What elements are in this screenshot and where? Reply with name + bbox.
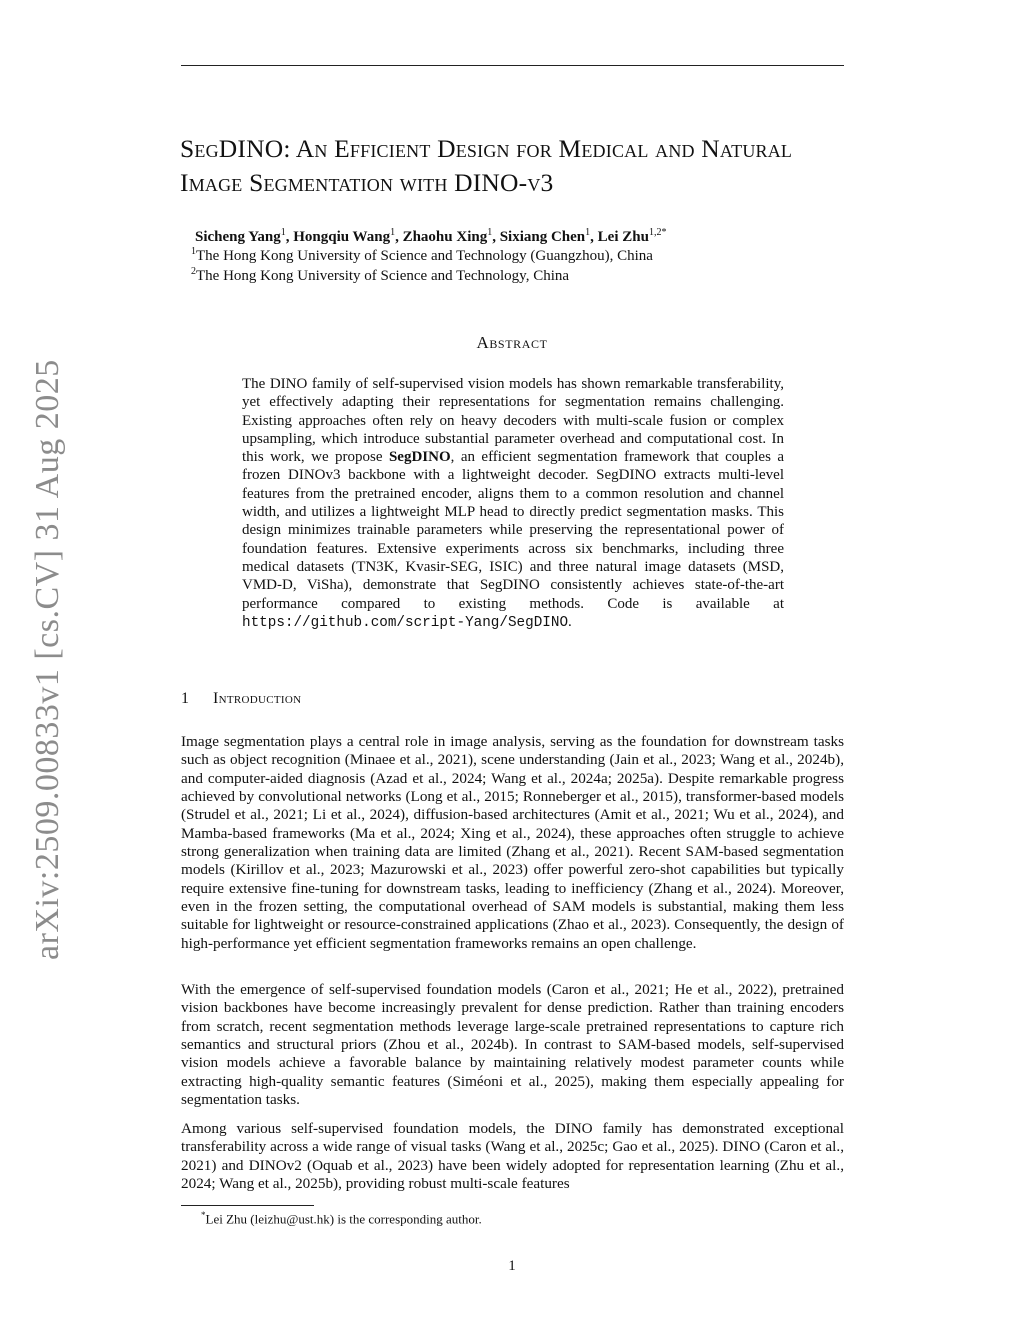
author: Zhaohu Xing$^1$ [402,227,493,245]
code-link[interactable]: https://github.com/script-Yang/SegDINO [242,614,569,631]
arxiv-identifier[interactable]: arXiv:2509.00833v1 [cs.CV] 31 Aug 2025 [29,359,66,960]
top-rule [181,65,844,66]
author: Lei Zhu$^{1,2*}$ [597,227,667,245]
section-heading [181,690,301,708]
body-paragraph: Among various self-supervised foundation models, the DINO family has demonstrated exceptional transferability across a wide range of visual tasks (Wang et al., 2025c; Gao et al., 2025). DINO (Caron et al., 2021) and DINOv2 (Oquab et al., 2023) have been widely adopted for representation learning (Zhu et al., 2024; Wang et al., 2025b), providing robust multi-scale features [181,1120,844,1193]
affiliation: $^2$The Hong Kong University of Science and Technology, China [191,266,570,284]
paper-title: SegDINO: An Efficient Design for Medical and Natural Image Segmentation with DINO-v3 [180,134,793,197]
affiliation: $^1$The Hong Kong University of Science and Technology (Guangzhou), China [191,246,653,264]
section-title: Introduction [213,690,302,707]
footnote: *Lei Zhu (leizhu@ust.hk) is the corresponding author. [201,1210,482,1227]
body-paragraph: Image segmentation plays a central role in image analysis, serving as the foundation for downstream tasks such as object recognition (Minaee et al., 2021), scene understanding (Jain et al., 2023; Wang et al., 2024b), and computer-aided diagnosis (Azad et al., 2024; Wang et al., 2024a; 2025a). Despite remarkable progress achieved by convolutional networks (Long et al., 2015; Ronneberger et al., 2015), transformer-based models (Strudel et al., 2021; Li et al., 2024), diffusion-based architectures (Amit et al., 2021; Wu et al., 2024), and Mamba-based frameworks (Ma et al., 2024; Xing et al., 2024), these approaches often struggle to achieve strong generalization when training data are limited (Zhang et al., 2021). Recent SAM-based segmentation models (Kirillov et al., 2023; Mazurowski et al., 2023) offer powerful zero-shot capabilities but typically require extensive fine-tuning for downstream tasks, leading to inefficiency (Zhang et al., 2024). Moreover, even in the frozen setting, the computational overhead of SAM models is substantial, making them less suitable for lightweight or resource-constrained applications (Zhao et al., 2023). Consequently, the design of high-performance yet efficient segmentation frameworks remains an open challenge. [181,733,844,952]
method-name: SegDINO [388,449,451,466]
author-list: Sicheng Yang$^1$, Hongqiu Wang$^1$, Zhaohu Xing$^1$, Sixiang Chen$^1$, Lei Zhu$^{1,2*}$ [195,227,667,245]
footnote-rule [181,1205,314,1206]
abstract-body: The DINO family of self-supervised vision models has shown remarkable transferability, yet effectively adapting their representations for segmentation remains challenging. Existing approaches often rely on heavy decoders with multi-scale fusion or complex upsampling, which introduce substantial parameter overhead and computational cost. In this work, we propose SegDINO, an efficient segmentation framework that couples a frozen DINOv3 backbone with a lightweight decoder. SegDINO extracts multi-level features from the pretrained encoder, aligns them to a common resolution and channel width, and utilizes a lightweight MLP head to directly predict segmentation masks. This design minimizes trainable parameters while preserving the representational power of foundation features. Extensive experiments across six benchmarks, including three medical datasets (TN3K, Kvasir-SEG, ISIC) and three natural image datasets (MSD, VMD-D, ViSha), demonstrate that SegDINO consistently achieves state-of-the-art performance compared to existing methods. Code is available at https://github.com/script-Yang/SegDINO. [242,376,785,631]
section-number: 1 [181,690,189,707]
abstract-heading: Abstract [476,333,548,352]
author: Sixiang Chen$^1$ [499,227,591,245]
page-number: 1 [508,1258,516,1274]
author: Hongqiu Wang$^1$ [293,227,396,245]
author: Sicheng Yang$^1$ [195,227,286,245]
body-paragraph: With the emergence of self-supervised foundation models (Caron et al., 2021; He et al., 2022), pretrained vision backbones have become increasingly prevalent for dense prediction. Rather than training encoders from scratch, recent segmentation methods leverage large-scale pretrained representations to capture rich semantics and structural priors (Zhou et al., 2024b). In contrast to SAM-based models, self-supervised vision models achieve a favorable balance by maintaining relatively modest parameter counts while extracting high-quality semantic features (Siméoni et al., 2025), making them especially appealing for segmentation tasks. [181,981,844,1109]
